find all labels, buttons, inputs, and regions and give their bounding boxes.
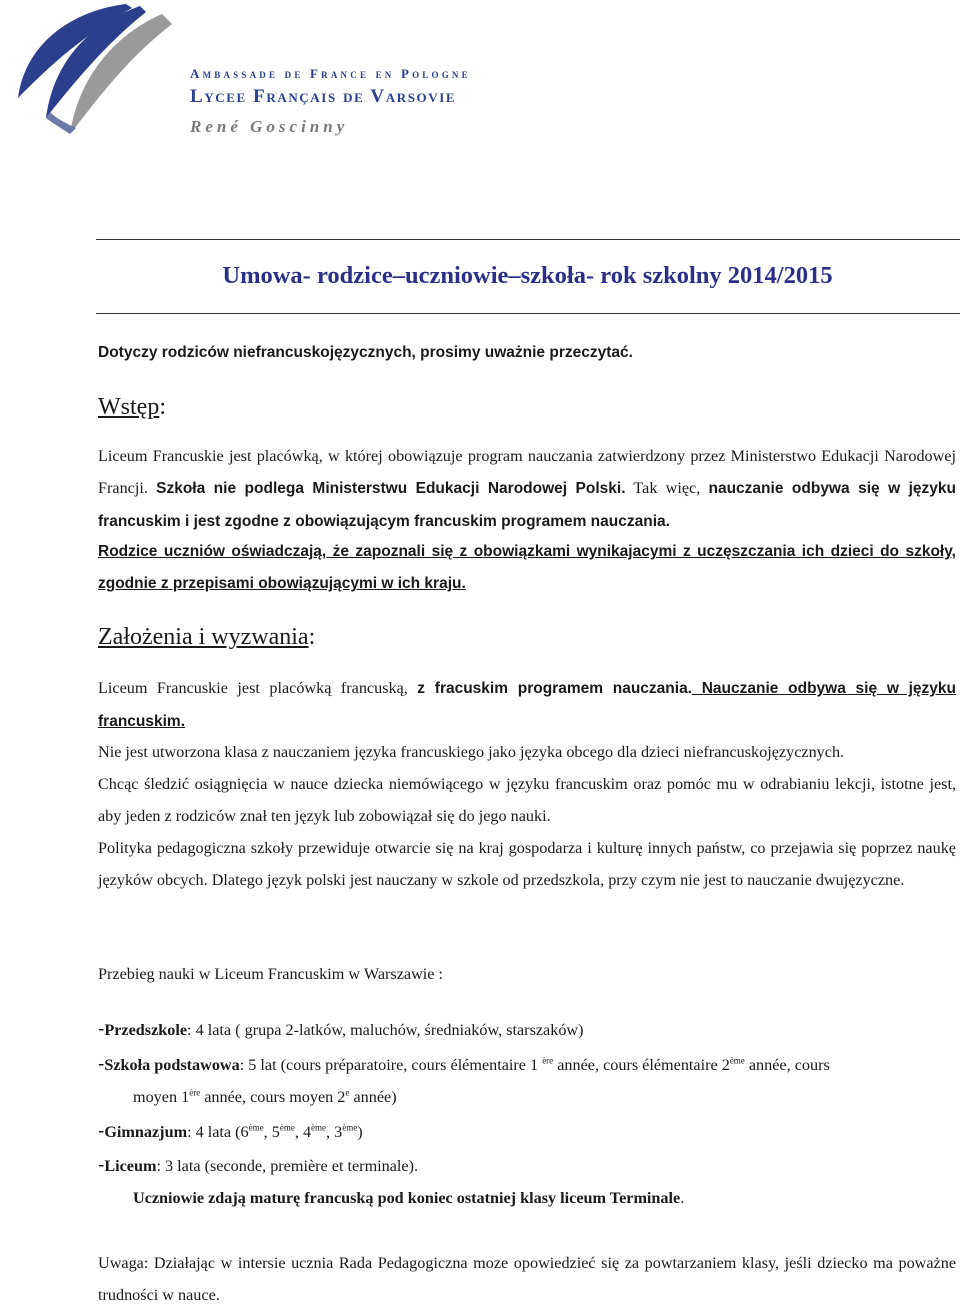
section1-paragraph2: Rodzice uczniów oświadczają, że zapoznali się z obowiązkami wynikajacymi z uczęszczania ich dzieci do szkoły, zgodnie z przepisami obowiązującymi w ich kraju. — [98, 543, 956, 592]
school-logo — [6, 0, 176, 140]
matura-dot: . — [680, 1189, 685, 1207]
s2-p1-c: Nauczanie odbywa się w języku francuskim. — [98, 680, 957, 730]
list-text: ) — [357, 1123, 363, 1141]
list-label: Liceum — [104, 1157, 157, 1175]
list-text: moyen 1 — [133, 1088, 190, 1106]
section-heading-zalozenia — [98, 624, 315, 651]
s1-p1-d: nauczanie odbywa się w języku francuskim i jest zgodne z obowiązującym francuskim programem nauczania. — [98, 480, 957, 530]
superscript: ème — [729, 1055, 745, 1066]
superscript: ème — [311, 1122, 327, 1133]
s1-p1-b: Szkoła nie podlega Ministerstwu Edukacji Narodowej Polski. — [156, 480, 626, 497]
list-text: : 5 lat (cours préparatoire, cours élémentaire 1 — [239, 1056, 543, 1074]
superscript: ème — [279, 1122, 295, 1133]
list-dash: - — [98, 1155, 105, 1176]
course-intro: Przebieg nauki w Liceum Francuskim w Warszawie : — [98, 965, 443, 983]
list-text: , 5 — [263, 1123, 280, 1141]
header-divider-bottom — [96, 313, 960, 314]
header-line2: Lycee Français de Varsovie — [190, 86, 457, 107]
superscript: ère — [542, 1055, 554, 1066]
section2-paragraph1 — [98, 672, 956, 738]
s1-p1-c: Tak więc, — [625, 479, 709, 497]
list-text: année, cours élémentaire 2 — [553, 1056, 730, 1074]
list-item-przedszkole — [98, 1014, 956, 1046]
section-heading-colon: : — [159, 394, 166, 420]
matura-text: Uczniowie zdają maturę francuską pod koniec ostatniej klasy liceum Terminale — [133, 1189, 681, 1207]
section-heading-text: Założenia i wyzwania — [98, 624, 309, 650]
document-title: Umowa- rodzice–uczniowie–szkoła- rok szkolny 2014/2015 — [222, 262, 833, 289]
section2-paragraph2: Nie jest utworzona klasa z nauczaniem języka francuskiego jako języka obcego dla dzieci niefrancuskojęzycznych. — [98, 743, 845, 761]
list-label: Gimnazjum — [104, 1123, 188, 1141]
list-item-liceum — [98, 1150, 956, 1182]
superscript: e — [345, 1087, 350, 1098]
list-dash: - — [98, 1121, 105, 1142]
list-dash: - — [98, 1019, 105, 1040]
list-dash: - — [98, 1054, 105, 1075]
header-line1: Ambassade de France en Pologne — [190, 66, 471, 81]
list-item-podstawowa-cont — [133, 1081, 960, 1113]
list-text: , 4 — [294, 1123, 312, 1141]
list-text: année, cours moyen 2 — [200, 1088, 346, 1106]
list-text: année, cours — [744, 1056, 830, 1074]
list-text: , 3 — [326, 1123, 343, 1141]
closing-note: Uwaga: Działając w intersie ucznia Rada Pedagogiczna moze opowiedzieć się za powtarzaniem klasy, jeśli dziecko ma poważne trudności w nauce. — [98, 1254, 956, 1304]
superscript: ème — [342, 1122, 358, 1133]
s1-p1-a: Liceum Francuskie jest placówką, w której obowiązuje program nauczania zatwierdzony przez Ministerstwo Edukacji Narodowej Francji. — [98, 447, 956, 497]
section-heading-text: Wstęp — [98, 394, 160, 420]
header-divider-top — [96, 239, 960, 240]
header-line3: René Goscinny — [190, 117, 349, 136]
section2-paragraph3: Chcąc śledzić osiągnięcia w nauce dziecka niemówiącego w języku francuskim oraz pomóc mu w odrabianiu lekcji, istotne jest, aby jeden z rodziców znał ten język lub zobowiązał się do jego nauki. — [98, 775, 956, 825]
list-item-gimnazjum — [98, 1116, 956, 1148]
section1-paragraph1 — [98, 440, 956, 538]
superscript: ère — [189, 1087, 201, 1098]
section-heading-wstep — [98, 394, 166, 421]
list-text: : 4 lata (6 — [187, 1123, 249, 1141]
s2-p1-b: z fracuskim programem nauczania. — [417, 680, 692, 697]
list-item-podstawowa — [98, 1049, 956, 1081]
s2-p1-a: Liceum Francuskie jest placówką francuską, — [98, 679, 418, 697]
list-text: année) — [349, 1088, 397, 1106]
matura-note — [133, 1182, 953, 1214]
section2-paragraph4: Polityka pedagogiczna szkoły przewiduje otwarcie się na kraj gospodarza i kulturę innych państw, co przejawia się poprzez naukę języków obcych. Dlatego język polski jest nauczany w szkole od przedszkola, przy czym nie jest to nauczanie dwujęzyczne. — [98, 839, 956, 889]
intro-note: Dotyczy rodziców niefrancuskojęzycznych, prosimy uważnie przeczytać. — [98, 344, 633, 361]
list-label: Przedszkole — [104, 1021, 188, 1039]
list-text: : 4 lata ( grupa 2-latków, maluchów, średniaków, starszaków) — [187, 1021, 584, 1039]
superscript: ème — [248, 1122, 264, 1133]
section-heading-colon: : — [308, 624, 316, 650]
list-text: : 3 lata (seconde, première et terminale). — [156, 1157, 419, 1175]
list-label: Szkoła podstawowa — [104, 1056, 240, 1074]
